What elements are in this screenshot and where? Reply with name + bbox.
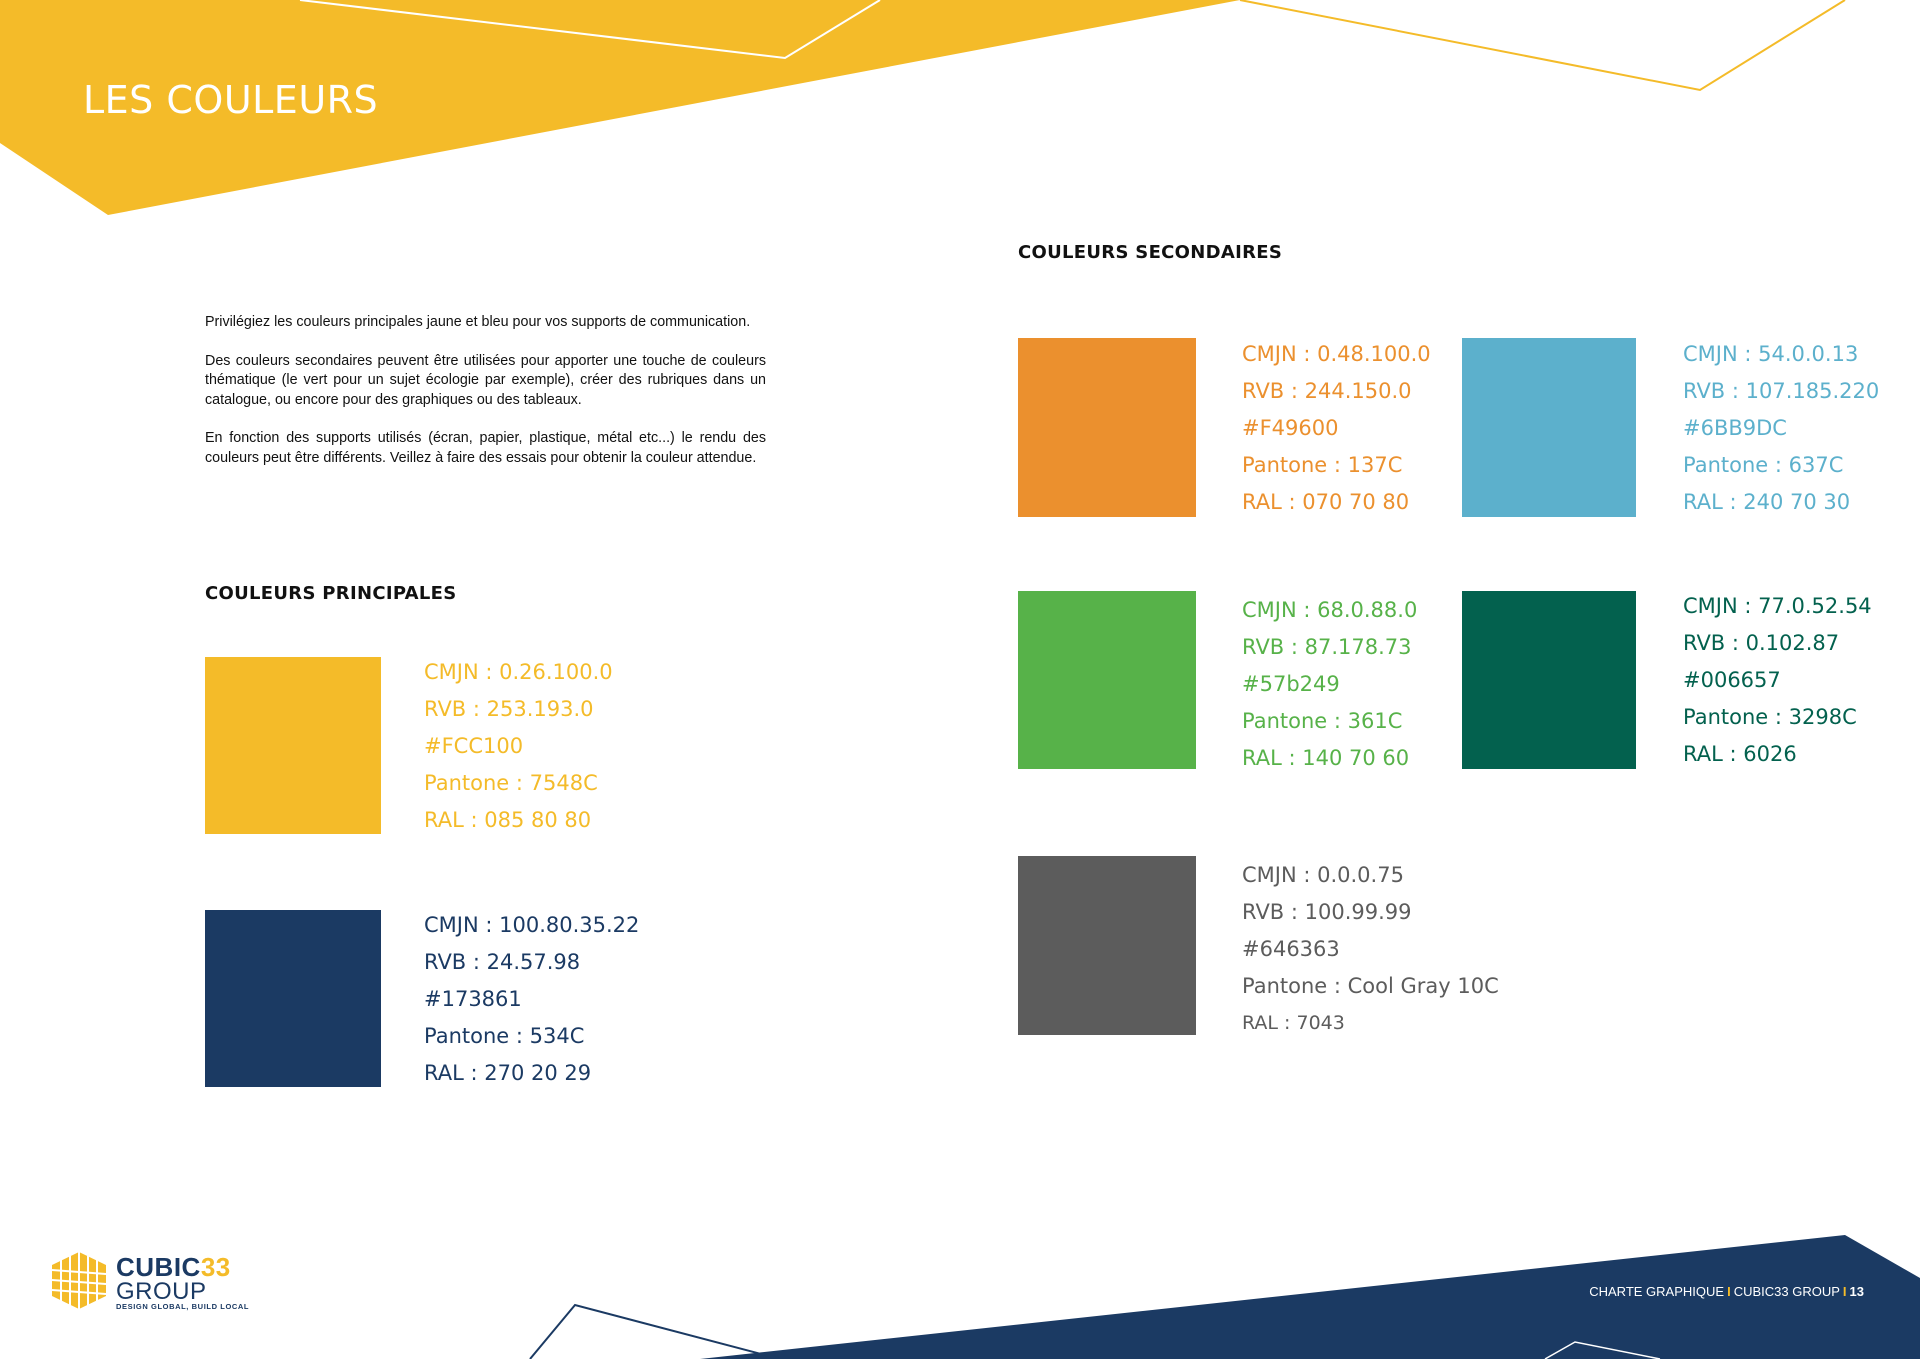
hex-value: #6BB9DC: [1683, 416, 1787, 440]
header-yellow-line: [1240, 0, 1845, 90]
logo-name: CUBIC: [116, 1252, 201, 1282]
pantone-value: Pantone : 137C: [1242, 453, 1403, 477]
logo-group: GROUP: [116, 1278, 207, 1305]
hex-value: #FCC100: [424, 734, 524, 758]
logo-tagline: DESIGN GLOBAL, BUILD LOCAL: [116, 1302, 250, 1311]
color-info-dark-green: [1683, 588, 1872, 773]
hex-value: #F49600: [1242, 416, 1339, 440]
rvb-value: RVB : 24.57.98: [424, 950, 581, 974]
color-swatch-gray: [1018, 856, 1196, 1035]
cmjn-value: CMJN : 54.0.0.13: [1683, 342, 1859, 366]
ral-value: RAL : 085 80 80: [424, 808, 592, 832]
ral-value: RAL : 240 70 30: [1683, 490, 1851, 514]
ral-value: RAL : 6026: [1683, 742, 1797, 766]
ral-value: RAL : 7043: [1242, 1012, 1345, 1034]
pantone-value: Pantone : 3298C: [1683, 705, 1857, 729]
ral-value: RAL : 270 20 29: [424, 1061, 592, 1085]
rvb-value: RVB : 253.193.0: [424, 697, 594, 721]
color-info-navy: [424, 907, 639, 1092]
color-swatch-light-blue: [1462, 338, 1636, 517]
color-swatch-green: [1018, 591, 1196, 769]
footer-navy-line: [530, 1305, 780, 1359]
logo-wordmark: [116, 1252, 231, 1282]
hex-value: #006657: [1683, 668, 1781, 692]
pantone-value: Pantone : Cool Gray 10C: [1242, 974, 1499, 998]
ral-value: RAL : 140 70 60: [1242, 746, 1410, 770]
hex-value: #57b249: [1242, 672, 1340, 696]
footer-company: CUBIC33 GROUP: [1733, 1284, 1840, 1299]
footer-caption: [1589, 1284, 1864, 1299]
cmjn-value: CMJN : 0.26.100.0: [424, 660, 613, 684]
page-title: LES COULEURS: [83, 78, 379, 122]
color-info-light-blue: [1683, 336, 1879, 521]
hex-value: #646363: [1242, 937, 1340, 961]
cmjn-value: CMJN : 77.0.52.54: [1683, 594, 1872, 618]
color-info-yellow: [424, 654, 613, 839]
secondaires-heading: COULEURS SECONDAIRES: [1018, 242, 1283, 263]
footer-doc-title: CHARTE GRAPHIQUE: [1589, 1284, 1725, 1299]
rvb-value: RVB : 100.99.99: [1242, 900, 1412, 924]
rvb-value: RVB : 0.102.87: [1683, 631, 1840, 655]
pantone-value: Pantone : 361C: [1242, 709, 1403, 733]
pantone-value: Pantone : 534C: [424, 1024, 585, 1048]
color-info-orange: [1242, 336, 1431, 521]
cmjn-value: CMJN : 68.0.88.0: [1242, 598, 1418, 622]
logo-number: 33: [200, 1252, 231, 1282]
color-swatch-dark-green: [1462, 591, 1636, 769]
rvb-value: RVB : 87.178.73: [1242, 635, 1412, 659]
cmjn-value: CMJN : 0.48.100.0: [1242, 342, 1431, 366]
cubic33-logo-icon: [52, 1252, 106, 1309]
pantone-value: Pantone : 7548C: [424, 771, 598, 795]
cmjn-value: CMJN : 0.0.0.75: [1242, 863, 1404, 887]
color-info-gray: [1242, 857, 1499, 1042]
ral-value: RAL : 070 70 80: [1242, 490, 1410, 514]
color-swatch-yellow: [205, 657, 381, 834]
color-swatch-orange: [1018, 338, 1196, 517]
intro-paragraph: Des couleurs secondaires peuvent être utilisées pour apporter une touche de couleurs thématique (le vert pour un sujet écologie par exemple), créer des rubriques dans un catalogue, ou encore pour des graphiques ou des tableaux.: [205, 352, 766, 408]
hex-value: #173861: [424, 987, 522, 1011]
pantone-value: Pantone : 637C: [1683, 453, 1844, 477]
color-swatch-navy: [205, 910, 381, 1087]
footer-separator: I: [1842, 1284, 1847, 1299]
cmjn-value: CMJN : 100.80.35.22: [424, 913, 640, 937]
intro-text: [205, 313, 766, 487]
rvb-value: RVB : 107.185.220: [1683, 379, 1880, 403]
footer-separator: I: [1727, 1284, 1731, 1299]
color-info-green: [1242, 592, 1417, 777]
intro-paragraph: En fonction des supports utilisés (écran, papier, plastique, métal etc...) le rendu des couleurs peut être différents. Veillez à faire des essais pour obtenir la couleur attendue.: [205, 430, 766, 466]
rvb-value: RVB : 244.150.0: [1242, 379, 1412, 403]
principales-heading: COULEURS PRINCIPALES: [205, 583, 457, 604]
intro-paragraph: Privilégiez les couleurs principales jaune et bleu pour vos supports de communication.: [205, 314, 751, 330]
page-number: 13: [1849, 1284, 1864, 1299]
